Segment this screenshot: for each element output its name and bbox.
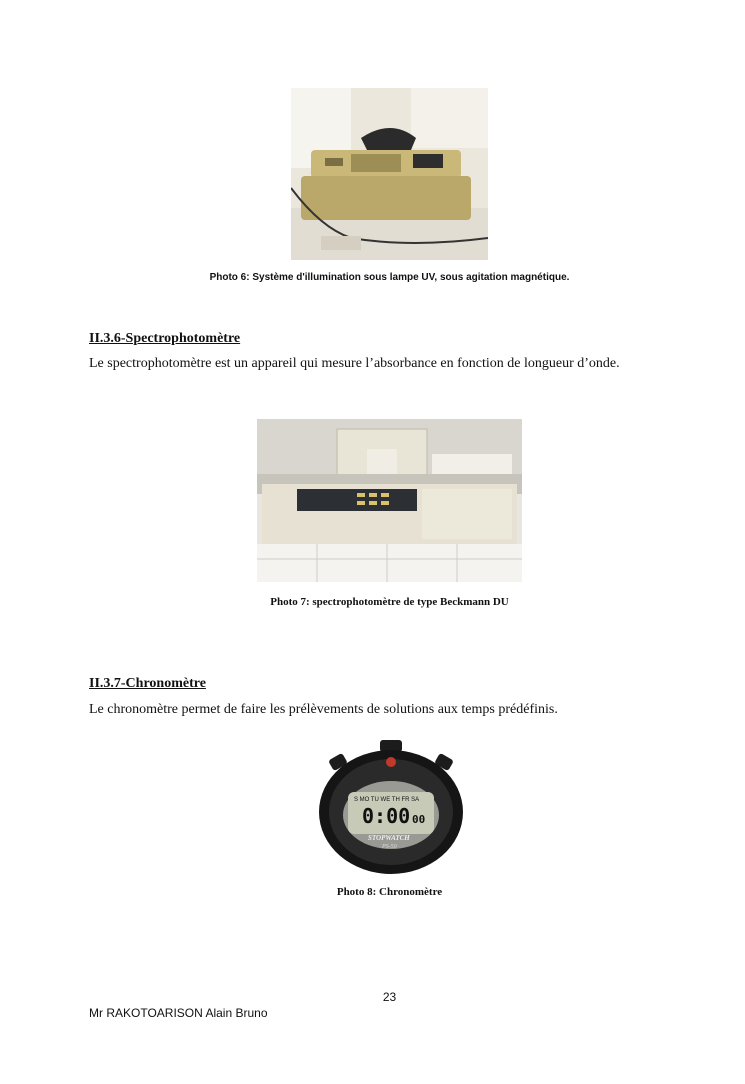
footer-author: Mr RAKOTOARISON Alain Bruno <box>89 1006 268 1020</box>
section-text-chronometre: Le chronomètre permet de faire les prélèvements de solutions aux temps prédéfinis. <box>89 702 558 717</box>
photo7-caption: Photo 7: spectrophotomètre de type Beckmann DU <box>270 596 509 608</box>
section-heading-chronometre: II.3.7-Chronomètre <box>89 676 206 691</box>
stopwatch-brand: STOPWATCH <box>368 834 410 842</box>
photo-spectrophotometer <box>257 419 522 582</box>
stopwatch-days: S MO TU WE TH FR SA <box>354 797 420 803</box>
stopwatch-hundredths: 00 <box>412 813 426 826</box>
stopwatch-time: 0:00 <box>362 804 411 828</box>
section-text-spectrophotometre: Le spectrophotomètre est un appareil qui mesure l’absorbance en fonction de longueur d’onde. <box>89 356 620 371</box>
section-heading-spectrophotometre: II.3.6-Spectrophotomètre <box>89 331 241 346</box>
page-number: 23 <box>382 990 397 1004</box>
photo6-caption: Photo 6: Système d'illumination sous lampe UV, sous agitation magnétique. <box>209 272 570 283</box>
photo-stopwatch <box>318 740 464 874</box>
photo-uv-illumination <box>291 88 488 260</box>
photo8-caption: Photo 8: Chronomètre <box>336 886 443 898</box>
stopwatch-model: PS-50 <box>382 844 397 850</box>
